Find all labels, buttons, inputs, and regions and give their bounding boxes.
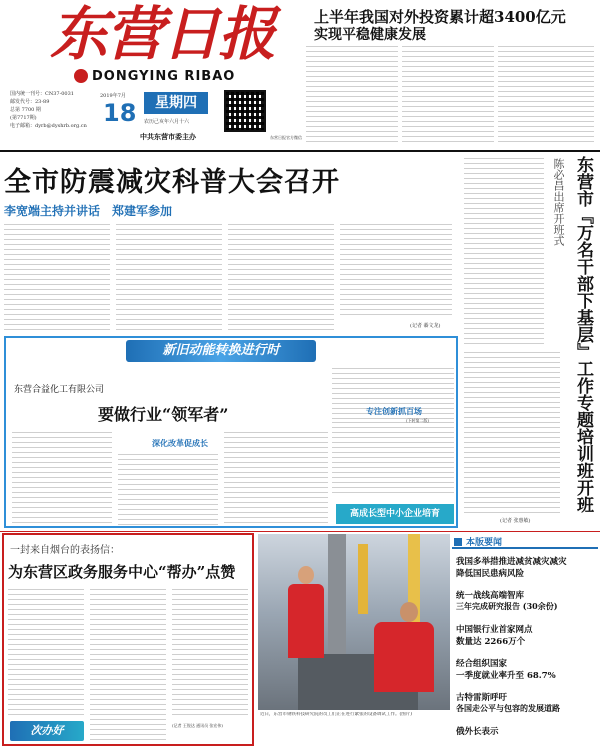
main-story-body (340, 222, 452, 318)
right-story-byline: (记者 张惠敏) (500, 518, 531, 524)
worker-head (298, 566, 314, 584)
letter-badge (10, 721, 84, 741)
lunar-date: 农历己亥年六月十六 (144, 119, 190, 125)
index-item[interactable] (456, 589, 596, 612)
top-story-headline: 上半年我国对外投资累计超3400亿元 (314, 8, 566, 26)
right-story-headline: 东营市『万名干部下基层』工作专题培训班开班 (573, 156, 593, 513)
right-story (460, 152, 600, 527)
top-story-body (402, 44, 494, 144)
info-line: 总第 7700 期 (10, 107, 41, 113)
qr-caption: 东营日报官方微信 (270, 135, 302, 140)
feature-banner (126, 340, 316, 362)
index-item-title: 统一战线高端智库 (456, 591, 525, 601)
photo-caption: 近日，东营市钢铁科技研究院的员工们正在进行紧张的设备调试工作。(图片) (260, 712, 413, 717)
feature-headline: 要做行业“领军者” (98, 405, 229, 424)
feature-banner-text: 新旧动能转换进行时 (162, 343, 280, 358)
main-story-body (228, 222, 334, 334)
letter-kicker: 一封来自烟台的表扬信： (10, 545, 120, 556)
top-story-body (306, 44, 398, 144)
top-story-body (498, 44, 594, 144)
index-item-title2: 三年完成研究报告 (30余份) (456, 601, 558, 611)
main-story-body (4, 222, 110, 334)
worker-head (400, 602, 418, 622)
index-item[interactable] (456, 657, 596, 681)
feature-company: 东营合益化工有限公司 (14, 385, 105, 395)
letter-headline: 为东营区政务服务中心“帮办”点赞 (8, 563, 236, 581)
index-item-title2: 降低国民患病风险 (456, 569, 525, 579)
right-story-subhead: 陈必昌出席开班式 (552, 158, 565, 246)
info-line: 邮发代号：23-89 (10, 99, 50, 105)
section-divider (0, 531, 600, 532)
worker-body (288, 584, 324, 658)
machine-yellow-part (358, 544, 368, 614)
feature-body (332, 420, 454, 494)
feature-continued: (下转第二版) (406, 418, 430, 423)
index-item-title: 我国多举措推进减贫减灾减灾 (456, 557, 567, 567)
feature-body (118, 452, 218, 526)
index-item-title: 俄外长表示 (456, 727, 499, 737)
news-photo (258, 534, 450, 710)
index-box (452, 533, 598, 746)
top-story-subhead: 实现平稳健康发展 (314, 27, 426, 43)
letter-body (8, 587, 84, 715)
index-item[interactable] (456, 623, 596, 647)
main-story-headline: 全市防震减灾科普大会召开 (4, 167, 340, 198)
index-box-title-bar (452, 535, 598, 549)
letter-byline: (记者 王锐达 通讯员 张宏伟) (172, 723, 223, 728)
main-story-body (116, 222, 222, 334)
main-story (0, 152, 460, 336)
weekday-badge: 星期四 (144, 92, 208, 114)
masthead-title: 东营日报 (50, 0, 275, 68)
letter-story (2, 533, 254, 746)
feature-bottom-banner-text: 高成长型中小企业培育 (349, 509, 440, 519)
date-day: 18 (103, 99, 137, 127)
main-story-byline: (记者 綦文龙) (410, 323, 441, 329)
worker-body (374, 622, 434, 692)
feature-body (12, 430, 112, 526)
feature-subhead: 专注创新抓百场 (366, 406, 422, 416)
index-item[interactable] (456, 691, 596, 714)
feature-box (4, 336, 458, 528)
masthead-logo-icon (74, 69, 88, 83)
masthead-pinyin: DONGYING RIBAO (92, 69, 236, 84)
index-item-title2: 各国走公平与包容的发展道路 (456, 703, 560, 713)
info-line: 电子邮箱：dyrb@dyshrb.org.cn (10, 123, 87, 129)
index-item[interactable] (456, 725, 596, 737)
index-item-title: 经合组织国家 (456, 659, 508, 669)
index-item-title2: 数量达 2266万个 (456, 637, 526, 647)
right-story-body (464, 156, 544, 344)
right-story-body (464, 350, 560, 516)
top-story (300, 0, 600, 150)
index-box-marker (454, 538, 462, 546)
index-box-title: 本版要闻 (466, 538, 503, 548)
letter-badge-text: 次办好 (30, 724, 64, 737)
index-item-title: 古特雷斯呼吁 (456, 693, 508, 703)
date-prefix: 2019年7月 (100, 93, 126, 99)
feature-body (224, 430, 328, 526)
index-item-title: 中国银行业首家网点 (456, 625, 533, 635)
masthead-info (10, 90, 90, 136)
feature-subhead: 深化改革促成长 (152, 438, 208, 448)
main-story-subhead: 李宽端主持并讲话 郑建军参加 (4, 204, 173, 218)
index-item[interactable] (456, 555, 596, 579)
letter-body (90, 587, 166, 743)
publisher: 中共东营市委主办 (140, 132, 196, 141)
index-item-title2: 一季度就业率升至 68.7% (456, 671, 556, 681)
info-line: (第7717期) (10, 115, 37, 121)
info-line: 国内统一刊号：CN37-0031 (10, 91, 74, 97)
letter-body (172, 587, 248, 719)
qr-code-icon (224, 90, 266, 132)
feature-bottom-banner (336, 504, 454, 524)
